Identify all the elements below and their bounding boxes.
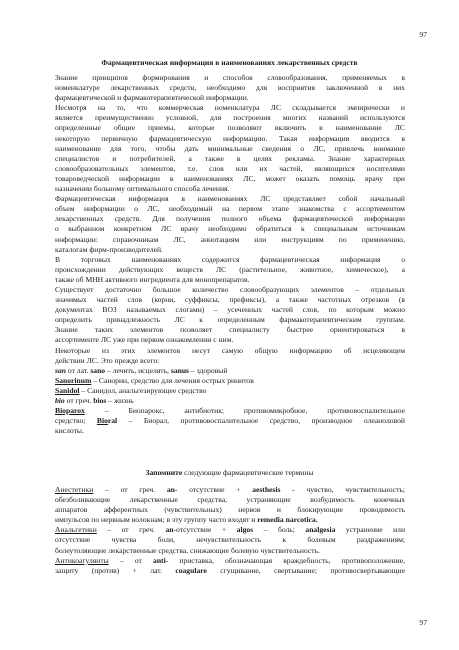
text-line: Существует достаточно большое количество словообразующих элементов – отдельных xyxy=(55,284,405,294)
text-line: словообразовательных элементов, т.е. слов или их частей, являющихся носителями xyxy=(55,163,405,173)
page-number-top: 97 xyxy=(419,30,427,39)
text-line: специалистов и потребителей, а также в целях рекламы. Знание характерных xyxy=(55,153,405,163)
text-fragment: – от греч. xyxy=(93,485,167,494)
text-line: ассортименте ЛС уже при первом ознакомлении с ним. xyxy=(55,335,234,345)
term-anti: anti- xyxy=(153,555,169,565)
example-line xyxy=(55,376,405,386)
text-line: Знание принципов формирования и способов словообразования, применяемых в xyxy=(55,73,405,82)
remember-bold: Запомните xyxy=(145,468,183,477)
term-bio: bio xyxy=(55,396,65,405)
text-fragment: -отсутствие + xyxy=(173,525,237,535)
term-algos: algos xyxy=(236,525,254,535)
text-line: информации: справочникам ЛС, аннотациям или инструкциям по применению, xyxy=(55,234,405,244)
term-sanus: sanus xyxy=(170,365,190,375)
term-sanorinum: Sanorinum xyxy=(55,375,92,385)
term-remedia-narcotica: remedia narcotica. xyxy=(257,515,318,525)
text-line: документах ВОЗ называемых слогами) – усеченных частей слов, по которым можно xyxy=(55,305,405,315)
text-line: наименование для того, чтобы дать минимальные сведения о ЛС, привлечь внимание xyxy=(55,143,405,153)
term-an: an- xyxy=(166,485,178,494)
text-line: кислоты. xyxy=(55,426,84,436)
text-line: фармацевтической и фармакотерапевтической информации. xyxy=(55,93,249,103)
text-line: определенные общие приемы, которые позволяют включить в наименование ЛС xyxy=(55,123,405,133)
text-line: Некоторые из этих элементов несут самую общую информацию об исцеляющем xyxy=(55,345,405,355)
text-fragment: – Биорал, противовоспалительное средство, производное олеаноловой xyxy=(117,416,405,426)
term-ral: ral xyxy=(107,416,118,426)
text-fragment: средство; xyxy=(55,416,97,426)
term-sanidol: Sanidol xyxy=(55,385,80,395)
text-line: Несмотря на то, что коммерческая номенклатура ЛС складывается эмпирически и xyxy=(55,103,405,113)
text-line: товароведческой информации в наименованиях ЛС, может оказать помощь врачу при xyxy=(55,173,405,183)
text-line: обезболивающие лекарственные средства, устраняющие возбудимость конечных xyxy=(55,495,405,505)
text-fragment: – здоровый xyxy=(189,365,228,375)
term-sano: sano xyxy=(90,365,106,375)
remember-heading xyxy=(0,468,459,478)
text-fragment: от лат. xyxy=(65,365,91,375)
text-fragment: – лечить, исцелять, xyxy=(105,365,171,375)
term-san: san xyxy=(55,365,66,375)
text-line: лекарственных средств. Для получения полного объема фармацевтической информации xyxy=(55,214,405,224)
text-line: значимых частей слов (корни, суффиксы, префиксы), а также частотных отрезков (в xyxy=(55,295,405,305)
term-an-prefix: an xyxy=(165,525,174,535)
text-fragment: устранение или xyxy=(335,525,405,535)
term-line xyxy=(55,556,405,566)
term-analgesia: analgesia xyxy=(305,525,336,535)
text-line: о выбранном конкретном ЛС врачу необходимо обратиться к специальным источникам xyxy=(55,224,405,234)
text-line: является преимущественно условной, для построения многих названий используются xyxy=(55,113,405,123)
example-line xyxy=(55,386,405,396)
remember-rest: следующие фармацевтические термины xyxy=(182,468,314,477)
text-line: В торговых наименованиях содержится фармацевтическая информация о xyxy=(55,254,405,264)
example-line xyxy=(55,406,405,416)
text-fragment: приставка, обозначающая враждебность, противоположение, xyxy=(168,555,405,565)
term-line xyxy=(55,515,405,525)
text-fragment: - чувство, чувствительность; xyxy=(280,485,405,494)
text-fragment: – Санорин, средство для лечения острых ринитов xyxy=(91,375,254,385)
body-text xyxy=(55,73,405,436)
page-number-bottom: 97 xyxy=(419,618,427,627)
text-line: определить принадлежность ЛС к определенным фармакотерапевтическим группам. xyxy=(55,315,405,325)
text-fragment: от греч. xyxy=(64,396,94,405)
text-line: происхождении действующих веществ ЛС (растительное, животное, химическое), а xyxy=(55,264,405,274)
term-coagulare: coagulare xyxy=(175,565,207,575)
text-fragment: импульсов по нервным волокнам; в эту группу часто входят и xyxy=(55,515,258,525)
text-line: аппаратов афферентных (чувствительных) нервов и блокирующие проводимость xyxy=(55,505,405,515)
text-fragment: – Биопарокс, антибиотик; противомикробное, противовоспалительное xyxy=(84,406,405,416)
text-line: назначении больному оптимального способа лечения. xyxy=(55,184,230,194)
text-line: некоторую первичную фармацевтическую информацию. Такая информация вводится в xyxy=(55,133,405,143)
text-line: действии ЛС. Это прежде всего: xyxy=(55,355,160,365)
text-fragment: – жизнь xyxy=(106,396,134,405)
term-analgetiki: Анальгетики xyxy=(55,525,97,535)
section-title: Фармацевтическая информация в наименованиях лекарственных средств xyxy=(101,58,358,67)
text-line: болеутоляющие лекарственные средства, снижающие болевую чувствительность. xyxy=(55,545,320,555)
text-line: каталогам фирм-производителей. xyxy=(55,244,163,254)
term-line xyxy=(55,485,405,495)
term-aesthesis: aesthesis xyxy=(252,485,281,494)
term-antikoagulyanty: Антикоагулянты xyxy=(55,555,109,565)
text-fragment: – Санидол, анальгезирующее средство xyxy=(79,385,207,395)
text-fragment: – от греч. xyxy=(96,525,166,535)
term-line xyxy=(55,525,405,535)
text-line: Фармацевтическая информация в наименованиях ЛС представляет собой начальный xyxy=(55,194,405,204)
term-bio-underlined: Bio xyxy=(96,416,108,426)
text-fragment: сгущивание, свертывание; противосвертывающие xyxy=(206,565,405,575)
example-line xyxy=(55,416,405,426)
text-line: номенклатуре лекарственных средств, необходимо для восприятия заключенной в них xyxy=(55,83,405,93)
term-line xyxy=(55,566,405,576)
term-bioparox: Bioparox xyxy=(55,406,85,416)
text-line: объем информации о ЛС, необходимый на первом этапе знакомства с ассортиментом xyxy=(55,204,405,214)
terms-list xyxy=(55,485,405,576)
text-fragment: защиту (против) + лат. xyxy=(55,565,176,575)
term-anestetiki: Анестетики xyxy=(55,485,94,494)
text-fragment: отсутствие + xyxy=(177,485,253,494)
example-line xyxy=(55,366,405,376)
example-line xyxy=(55,396,405,406)
text-line: Знание таких элементов позволяет специалисту быстрее ориентироваться в xyxy=(55,325,405,335)
term-bios: bios xyxy=(93,396,107,405)
text-fragment: – от xyxy=(108,555,154,565)
text-line: отсутствие чувства боли, нечувствительность к болевым раздражениям; xyxy=(55,535,405,545)
text-fragment: – боль; xyxy=(253,525,306,535)
text-line: также об МНН активного ингредиента для монопрепаратов. xyxy=(55,274,250,284)
